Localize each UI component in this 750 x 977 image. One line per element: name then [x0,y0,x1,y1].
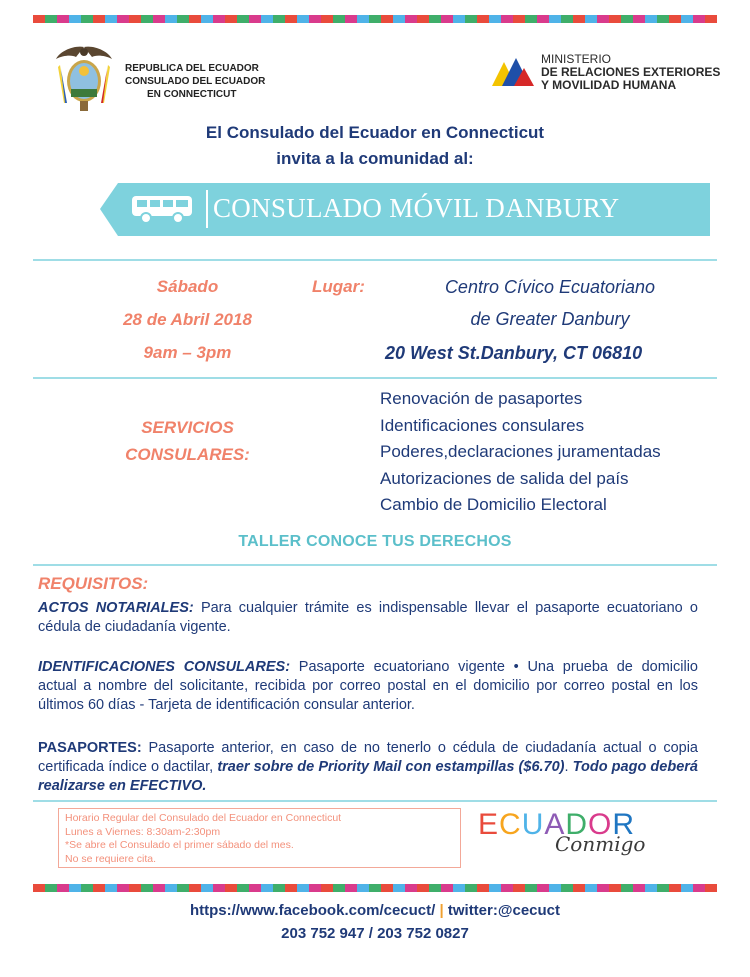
stripe-segment [333,15,345,23]
stripe-segment [537,884,549,892]
hours-line: Lunes a Viernes: 8:30am-2:30pm [65,825,221,838]
stripe-segment [501,884,513,892]
consulate-line-2: CONSULADO DEL ECUADOR [125,76,266,87]
bottom-color-stripe [33,879,717,887]
stripe-segment [453,15,465,23]
place-line-2: de Greater Danbury [470,309,630,329]
stripe-segment [57,884,69,892]
facebook-link[interactable]: https://www.facebook.com/cecuct/ [189,902,436,919]
stripe-segment [297,884,309,892]
stripe-segment [225,884,237,892]
stripe-segment [309,884,321,892]
req-pasaportes-emph-2: Todo pago deberá realizarse en EFECTIVO. [38,759,698,794]
stripe-segment [177,884,189,892]
service-item: Identificaciones consulares [380,415,585,435]
office-hours-box [58,808,461,868]
stripe-segment [405,15,417,23]
bus-icon [130,193,198,225]
twitter-link[interactable]: twitter:@cecuct [447,902,561,919]
top-color-stripe [33,10,717,18]
banner-arrow [100,183,118,236]
stripe-segment [465,15,477,23]
stripe-segment [201,884,213,892]
banner-separator [206,190,208,228]
place-label: Lugar: [312,277,365,296]
stripe-segment [489,884,501,892]
stripe-segment [513,15,525,23]
stripe-segment [237,884,249,892]
stripe-segment [129,884,141,892]
stripe-segment [93,884,105,892]
intro-text [0,120,750,172]
stripe-segment [417,15,429,23]
stripe-segment [669,884,681,892]
stripe-segment [201,15,213,23]
stripe-segment [237,15,249,23]
stripe-segment [117,884,129,892]
stripe-segment [609,15,621,23]
stripe-segment [393,15,405,23]
event-day: Sábado [156,277,219,296]
stripe-segment [165,15,177,23]
stripe-segment [573,15,585,23]
stripe-segment [141,15,153,23]
divider-3 [33,564,717,566]
stripe-segment [33,884,45,892]
brand-letter: U [521,808,545,841]
stripe-segment [105,884,117,892]
req-pasaportes-text: Pasaporte anterior, en caso de no tenerlo o cédula de ciudadanía actual o copia certificada índice o dactilar, [38,740,698,775]
req-notariales-label: ACTOS NOTARIALES: [38,600,194,616]
stripe-segment [705,15,717,23]
stripe-segment [465,884,477,892]
hours-line: No se requiere cita. [65,852,157,865]
stripe-segment [513,884,525,892]
stripe-segment [657,15,669,23]
stripe-segment [297,15,309,23]
stripe-segment [693,884,705,892]
workshop-title: TALLER CONOCE TUS DERECHOS [238,533,512,550]
stripe-segment [693,15,705,23]
brand-letter: R [612,808,636,841]
requirements-title: REQUISITOS: [38,574,149,593]
stripe-segment [321,884,333,892]
stripe-segment [81,15,93,23]
stripe-segment [285,15,297,23]
req-pasaportes-emph-1: traer sobre de Priority Mail con estampillas ($6.70) [217,759,565,775]
stripe-segment [537,15,549,23]
stripe-segment [249,15,261,23]
service-item: Poderes,declaraciones juramentadas [380,442,661,461]
req-pasaportes [38,739,698,796]
hours-line: Horario Regular del Consulado del Ecuador en Connecticut [65,812,342,824]
services-label-line-2: CONSULARES: [125,445,250,464]
stripe-segment [477,15,489,23]
stripe-segment [669,15,681,23]
place-line-1: Centro Cívico Ecuatoriano [444,277,656,297]
stripe-segment [597,884,609,892]
req-pasaportes-label: PASAPORTES: [38,740,142,756]
stripe-segment [525,884,537,892]
stripe-segment [633,15,645,23]
footer-social [0,902,750,919]
req-identificaciones-label: IDENTIFICACIONES CONSULARES: [38,659,291,675]
stripe-segment [153,884,165,892]
req-identificaciones-text: Pasaporte ecuatoriano vigente • Una prueba de domicilio actual a nombre del solicitante, recibida por correo postal en el domicilio por correo postal en los últimos 60 días - Tarjeta de identificación consular anterior. [38,659,698,713]
stripe-segment [69,884,81,892]
services-list [380,386,661,519]
stripe-segment [477,884,489,892]
req-identificaciones [38,658,698,715]
stripe-segment [273,15,285,23]
stripe-segment [381,15,393,23]
footer-phones: 203 752 947 / 203 752 0827 [281,925,469,942]
stripe-segment [273,884,285,892]
hours-line: *Se abre el Consulado el primer sábado del mes. [65,839,294,851]
divider-2 [33,377,717,379]
ecuador-brand-tagline: Conmigo [555,832,646,856]
service-item: Renovación de pasaportes [380,389,583,408]
stripe-segment [213,15,225,23]
stripe-segment [309,15,321,23]
stripe-segment [681,884,693,892]
stripe-segment [177,15,189,23]
brand-letter: A [544,808,566,841]
stripe-segment [417,884,429,892]
ministry-line-3: Y MOVILIDAD HUMANA [541,78,677,92]
stripe-segment [153,15,165,23]
footer-separator: | [439,902,444,919]
ministry-logo-icon [490,52,536,92]
brand-letter: O [588,808,613,841]
stripe-segment [321,15,333,23]
stripe-segment [621,15,633,23]
stripe-segment [369,884,381,892]
stripe-segment [357,15,369,23]
stripe-segment [597,15,609,23]
stripe-segment [213,884,225,892]
stripe-segment [705,884,717,892]
stripe-segment [189,15,201,23]
stripe-segment [609,884,621,892]
stripe-segment [189,884,201,892]
intro-line-2: invita a la comunidad al: [276,149,474,168]
stripe-segment [69,15,81,23]
req-notariales-text: Para cualquier trámite es indispensable llevar el pasaporte ecuatoriano o cédula de ciudadanía vigente. [38,600,698,635]
stripe-segment [105,15,117,23]
stripe-segment [441,15,453,23]
brand-letter: E [478,808,500,841]
services-label-line-1: SERVICIOS [141,418,234,437]
intro-line-1: El Consulado del Ecuador en Connecticut [205,123,545,142]
ecuador-coat-of-arms-icon [52,43,116,113]
stripe-segment [585,884,597,892]
stripe-segment [57,15,69,23]
stripe-segment [621,884,633,892]
stripe-segment [681,15,693,23]
service-item: Autorizaciones de salida del país [380,468,629,488]
stripe-segment [645,15,657,23]
stripe-segment [345,15,357,23]
ministry-line-1: MINISTERIO [541,52,612,66]
stripe-segment [357,884,369,892]
stripe-segment [489,15,501,23]
stripe-segment [333,884,345,892]
stripe-segment [45,884,57,892]
stripe-segment [585,15,597,23]
event-time: 9am – 3pm [143,343,232,362]
brand-letter: C [499,808,522,841]
req-notariales [38,599,698,637]
stripe-segment [285,884,297,892]
stripe-segment [141,884,153,892]
ministry-title [541,53,720,92]
stripe-segment [393,884,405,892]
stripe-segment [561,884,573,892]
stripe-segment [81,884,93,892]
event-date: 28 de Abril 2018 [123,310,252,329]
stripe-segment [405,884,417,892]
brand-letter: D [565,808,589,841]
stripe-segment [549,884,561,892]
banner-title: CONSULADO MÓVIL DANBURY [213,193,620,223]
stripe-segment [561,15,573,23]
stripe-segment [453,884,465,892]
services-label [100,414,275,468]
stripe-segment [441,884,453,892]
stripe-segment [129,15,141,23]
stripe-segment [429,884,441,892]
req-pasaportes-sep: . [564,759,573,775]
divider-1 [33,259,717,261]
service-item: Cambio de Domicilio Electoral [380,495,607,514]
consulate-line-3: EN CONNECTICUT [147,89,237,100]
divider-4 [33,800,717,802]
stripe-segment [369,15,381,23]
stripe-segment [45,15,57,23]
stripe-segment [165,884,177,892]
stripe-segment [261,15,273,23]
stripe-segment [633,884,645,892]
stripe-segment [249,884,261,892]
consulate-title [125,62,265,101]
stripe-segment [573,884,585,892]
stripe-segment [345,884,357,892]
consulate-line-1: REPUBLICA DEL ECUADOR [125,63,259,74]
event-address: 20 West St.Danbury, CT 06810 [385,343,643,363]
stripe-segment [261,884,273,892]
stripe-segment [525,15,537,23]
stripe-segment [657,884,669,892]
stripe-segment [429,15,441,23]
stripe-segment [549,15,561,23]
stripe-segment [645,884,657,892]
stripe-segment [501,15,513,23]
stripe-segment [93,15,105,23]
stripe-segment [33,15,45,23]
ministry-line-2: DE RELACIONES EXTERIORES [541,65,721,79]
stripe-segment [381,884,393,892]
stripe-segment [117,15,129,23]
stripe-segment [225,15,237,23]
